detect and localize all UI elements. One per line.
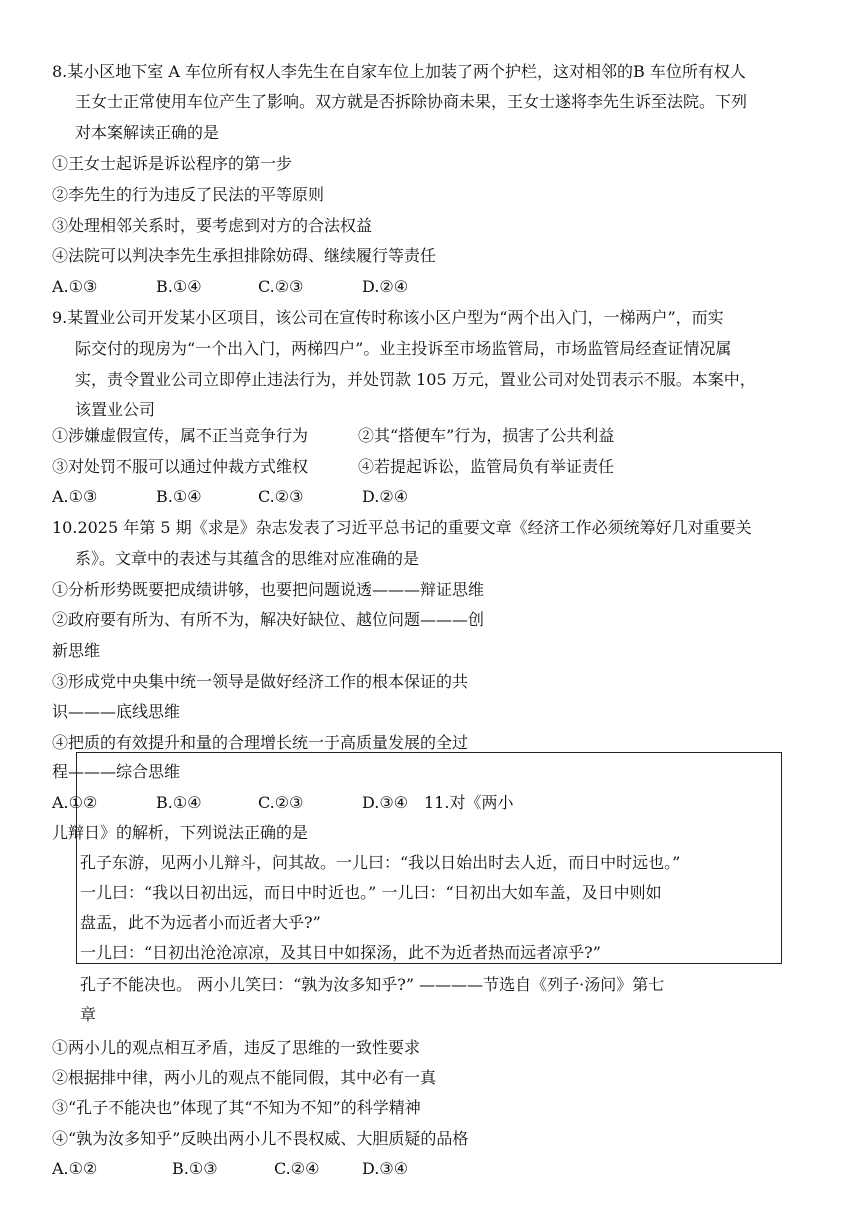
q9-stem-line-4: 该置业公司 <box>75 400 156 419</box>
q10-item-3-cont: 识———底线思维 <box>52 702 181 721</box>
q10-option-b[interactable]: B.①④ <box>156 793 202 812</box>
passage-line-3: 盘盂，此不为远者小而近者大乎?” <box>80 913 321 932</box>
q8-stem-line-1: 8.某小区地下室 A 车位所有权人李先生在自家车位上加装了两个护栏，这对相邻的B 车位所有权人 <box>52 62 746 81</box>
q10-option-a[interactable]: A.①② <box>52 793 98 812</box>
q8-option-b[interactable]: B.①④ <box>156 277 202 296</box>
q11-item-1: ①两小儿的观点相互矛盾，违反了思维的一致性要求 <box>52 1038 421 1057</box>
q11-option-d[interactable]: D.③④ <box>362 1159 409 1178</box>
q11-option-a[interactable]: A.①② <box>52 1159 98 1178</box>
q9-item-3: ③对处罚不服可以通过仲裁方式维权 <box>52 457 309 476</box>
q11-item-4: ④“孰为汝多知乎”反映出两小儿不畏权威、大胆质疑的品格 <box>52 1129 469 1148</box>
q10-stem-line-1: 10.2025 年第 5 期《求是》杂志发表了习近平总书记的重要文章《经济工作必须统筹好几对重要关 <box>52 518 752 537</box>
q10-item-1: ①分析形势既要把成绩讲够，也要把问题说透———辩证思维 <box>52 580 485 599</box>
q8-item-3: ③处理相邻关系时，要考虑到对方的合法权益 <box>52 216 373 235</box>
q10-item-3: ③形成党中央集中统一领导是做好经济工作的根本保证的共 <box>52 672 469 691</box>
q11-option-c[interactable]: C.②④ <box>274 1159 320 1178</box>
passage-line-5: 孔子不能决也。 两小儿笑曰：“孰为汝多知乎?” ————节选自《列子·汤问》第七 <box>80 975 665 994</box>
q9-item-4: ④若提起诉讼，监管局负有举证责任 <box>358 457 615 476</box>
q8-stem-line-3: 对本案解读正确的是 <box>75 123 220 142</box>
q10-option-c[interactable]: C.②③ <box>258 793 304 812</box>
q11-stem-start: 11.对《两小 <box>424 793 514 812</box>
q9-option-b[interactable]: B.①④ <box>156 487 202 506</box>
q9-stem-line-1: 9.某置业公司开发某小区项目，该公司在宣传时称该小区户型为“两个出入门，一梯两户”，而实 <box>52 308 724 327</box>
q10-item-2: ②政府要有所为、有所不为，解决好缺位、越位问题———创 <box>52 610 485 629</box>
q9-item-2: ②其“搭便车”行为，损害了公共利益 <box>358 426 615 445</box>
q8-item-2: ②李先生的行为违反了民法的平等原则 <box>52 185 325 204</box>
q9-option-a[interactable]: A.①③ <box>52 487 98 506</box>
q10-item-4-cont: 程———综合思维 <box>52 762 181 781</box>
q8-stem-line-2: 王女士正常使用车位产生了影响。双方就是否拆除协商未果，王女士遂将李先生诉至法院。下列 <box>75 92 748 111</box>
q8-option-c[interactable]: C.②③ <box>258 277 304 296</box>
q9-option-c[interactable]: C.②③ <box>258 487 304 506</box>
passage-line-4: 一儿曰：“日初出沧沧凉凉，及其日中如探汤，此不为近者热而远者凉乎?” <box>80 943 601 962</box>
q10-option-d[interactable]: D.③④ <box>362 793 409 812</box>
q11-item-2: ②根据排中律，两小儿的观点不能同假，其中必有一真 <box>52 1068 437 1087</box>
q10-item-4: ④把质的有效提升和量的合理增长统一于高质量发展的全过 <box>52 733 469 752</box>
q8-item-4: ④法院可以判决李先生承担排除妨碍、继续履行等责任 <box>52 246 437 265</box>
passage-line-2: 一儿曰：“我以日初出远，而日中时近也。” 一儿曰：“日初出大如车盖，及日中则如 <box>80 883 662 902</box>
q8-item-1: ①王女士起诉是诉讼程序的第一步 <box>52 154 293 173</box>
q11-stem-cont: 儿辩日》的解析，下列说法正确的是 <box>52 823 309 842</box>
q8-option-a[interactable]: A.①③ <box>52 277 98 296</box>
passage-line-6: 章 <box>80 1005 97 1024</box>
q11-option-b[interactable]: B.①③ <box>172 1159 218 1178</box>
q9-item-1: ①涉嫌虚假宣传，属不正当竞争行为 <box>52 426 309 445</box>
q8-option-d[interactable]: D.②④ <box>362 277 409 296</box>
passage-line-1: 孔子东游，见两小儿辩斗，问其故。一儿曰：“我以日始出时去人近，而日中时远也。” <box>80 853 681 872</box>
q10-item-2-cont: 新思维 <box>52 641 101 660</box>
q11-item-3: ③“孔子不能决也”体现了其“不知为不知”的科学精神 <box>52 1098 421 1117</box>
q10-stem-line-2: 系》。文章中的表述与其蕴含的思维对应准确的是 <box>75 549 420 568</box>
q9-stem-line-3: 实，责令置业公司立即停止违法行为，并处罚款 105 万元，置业公司对处罚表示不服。本案中， <box>75 370 756 389</box>
q9-stem-line-2: 际交付的现房为“一个出入门，两梯四户”。业主投诉至市场监管局，市场监管局经查证情况属 <box>75 339 732 358</box>
q9-option-d[interactable]: D.②④ <box>362 487 409 506</box>
